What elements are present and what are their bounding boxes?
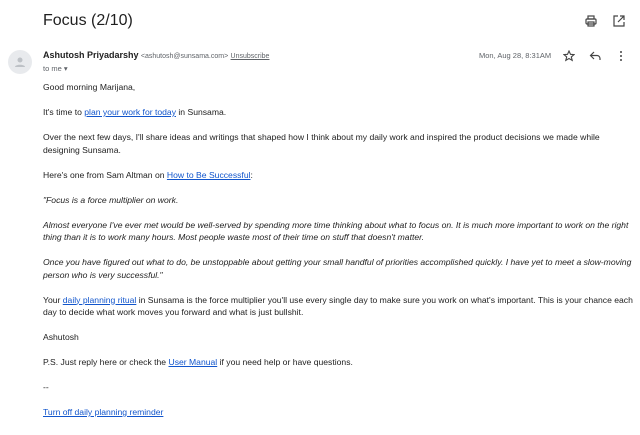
footer: [43, 406, 633, 419]
intro-paragraph: [43, 106, 633, 119]
text: P.S. Just reply here or check the: [43, 357, 169, 367]
unsubscribe-link[interactable]: Unsubscribe: [230, 53, 270, 60]
text: if you need help or have questions.: [217, 357, 353, 367]
recipients-toggle[interactable]: [43, 64, 68, 73]
ps-paragraph: [43, 356, 633, 369]
text: It's time to: [43, 107, 85, 117]
turn-off-reminder-link[interactable]: Turn off daily planning reminder: [43, 407, 164, 417]
text: Your: [43, 294, 63, 305]
print-icon[interactable]: [584, 14, 598, 28]
sender-email: <ashutosh@sunsama.com>: [140, 53, 229, 60]
plan-work-link[interactable]: plan your work for today: [84, 107, 176, 117]
chevron-down-icon: ▾: [63, 64, 68, 73]
separator: --: [43, 382, 49, 392]
reply-icon[interactable]: [588, 49, 602, 63]
text: Once you have figured out what to do, be unstoppable about getting your small handful of priorities accomplished quickly. I have yet to meet a slow-moving person who is very successful.": [43, 257, 632, 280]
avatar: [8, 50, 32, 74]
text: :: [250, 169, 253, 180]
quote-3: [43, 256, 633, 281]
text: "Focus is a force multiplier on work.: [43, 194, 179, 205]
text: in Sunsama is the force multiplier you'll use every single day to make sure you work on what's important. This is your chance each day to decide what work moves you forward and what is just bullshit.: [43, 294, 633, 317]
how-to-be-successful-link[interactable]: How to Be Successful: [166, 169, 251, 180]
email-date: Mon, Aug 28, 8:31AM: [479, 51, 552, 60]
source-paragraph: [43, 169, 633, 182]
text: Almost everyone I've ever met would be well-served by spending more time thinking about what to focus on. It is much more important to work on the right thing than it is to work many hours. Most people waste most of their time on stuff that doesn't matter.: [43, 219, 629, 242]
daily-planning-ritual-link[interactable]: daily planning ritual: [62, 294, 137, 305]
more-options-icon[interactable]: [614, 49, 628, 63]
quote-1: [43, 194, 633, 207]
email-body: [43, 81, 633, 431]
quote-2: [43, 219, 633, 244]
open-new-window-icon[interactable]: [612, 14, 626, 28]
text: in Sunsama.: [176, 107, 227, 117]
text: Here's one from Sam Altman on: [43, 169, 167, 180]
ritual-paragraph: [43, 294, 633, 319]
recipients-label: to me: [43, 64, 62, 73]
signoff: Ashutosh: [43, 332, 79, 342]
sender-name: Ashutosh Priyadarshy: [43, 50, 139, 60]
greeting: Good morning Marijana,: [43, 82, 136, 92]
overview-paragraph: Over the next few days, I'll share ideas and writings that shaped how I think about my daily work and inspired the product decisions we made while designing Sunsama.: [43, 132, 600, 155]
star-icon[interactable]: [562, 49, 576, 63]
sender-line: [43, 50, 269, 60]
user-manual-link[interactable]: User Manual: [168, 357, 218, 367]
email-subject: Focus (2/10): [43, 12, 133, 29]
